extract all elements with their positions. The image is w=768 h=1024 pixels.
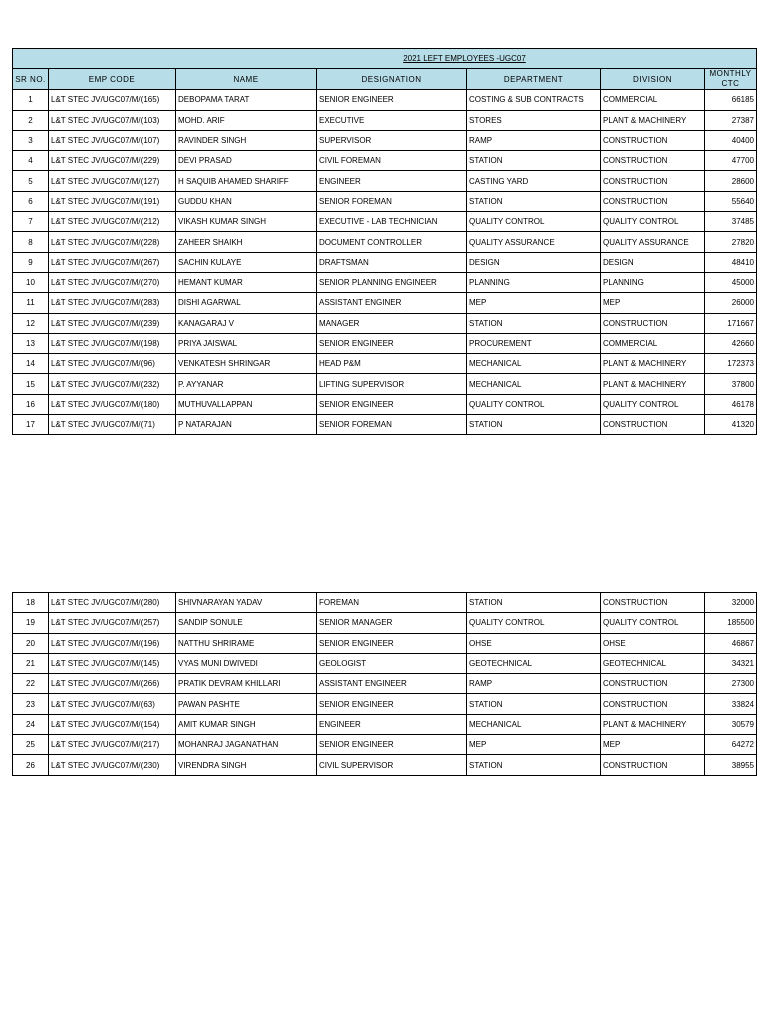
cell-emp-code: L&T STEC JV/UGC07/M/(145) — [49, 653, 176, 673]
cell-emp-code: L&T STEC JV/UGC07/M/(232) — [49, 374, 176, 394]
cell-division: QUALITY ASSURANCE — [601, 232, 705, 252]
cell-division: CONSTRUCTION — [601, 171, 705, 191]
cell-division: PLANT & MACHINERY — [601, 714, 705, 734]
cell-emp-code: L&T STEC JV/UGC07/M/(63) — [49, 694, 176, 714]
cell-designation: SENIOR ENGINEER — [317, 333, 467, 353]
cell-division: CONSTRUCTION — [601, 313, 705, 333]
cell-sr-no: 3 — [13, 130, 49, 150]
cell-emp-code: L&T STEC JV/UGC07/M/(71) — [49, 415, 176, 435]
table-body-bottom — [13, 593, 757, 776]
cell-emp-code: L&T STEC JV/UGC07/M/(217) — [49, 735, 176, 755]
cell-sr-no: 13 — [13, 333, 49, 353]
cell-designation: SENIOR ENGINEER — [317, 694, 467, 714]
cell-monthly-ctc: 26000 — [705, 293, 757, 313]
cell-department: QUALITY ASSURANCE — [467, 232, 601, 252]
cell-designation: SENIOR ENGINEER — [317, 633, 467, 653]
employee-table-bottom — [12, 592, 757, 776]
cell-department: QUALITY CONTROL — [467, 212, 601, 232]
cell-department: STATION — [467, 755, 601, 775]
cell-name: SHIVNARAYAN YADAV — [176, 593, 317, 613]
cell-division: PLANNING — [601, 272, 705, 292]
cell-designation: SENIOR MANAGER — [317, 613, 467, 633]
table-row — [13, 191, 757, 211]
cell-emp-code: L&T STEC JV/UGC07/M/(196) — [49, 633, 176, 653]
table-row — [13, 735, 757, 755]
cell-name: SACHIN KULAYE — [176, 252, 317, 272]
cell-department: MECHANICAL — [467, 354, 601, 374]
cell-monthly-ctc: 37485 — [705, 212, 757, 232]
cell-designation: MANAGER — [317, 313, 467, 333]
cell-division: PLANT & MACHINERY — [601, 110, 705, 130]
cell-designation: GEOLOGIST — [317, 653, 467, 673]
cell-division: CONSTRUCTION — [601, 694, 705, 714]
cell-sr-no: 15 — [13, 374, 49, 394]
cell-monthly-ctc: 47700 — [705, 151, 757, 171]
table-row — [13, 354, 757, 374]
cell-emp-code: L&T STEC JV/UGC07/M/(267) — [49, 252, 176, 272]
cell-emp-code: L&T STEC JV/UGC07/M/(270) — [49, 272, 176, 292]
table-row — [13, 171, 757, 191]
cell-monthly-ctc: 41320 — [705, 415, 757, 435]
cell-sr-no: 25 — [13, 735, 49, 755]
cell-sr-no: 16 — [13, 394, 49, 414]
cell-sr-no: 10 — [13, 272, 49, 292]
cell-emp-code: L&T STEC JV/UGC07/M/(154) — [49, 714, 176, 734]
cell-division: PLANT & MACHINERY — [601, 354, 705, 374]
cell-designation: EXECUTIVE — [317, 110, 467, 130]
table-row — [13, 633, 757, 653]
cell-emp-code: L&T STEC JV/UGC07/M/(266) — [49, 674, 176, 694]
cell-monthly-ctc: 48410 — [705, 252, 757, 272]
cell-name: HEMANT KUMAR — [176, 272, 317, 292]
table-row — [13, 755, 757, 775]
employee-table-top — [12, 48, 757, 435]
cell-department: STATION — [467, 151, 601, 171]
cell-emp-code: L&T STEC JV/UGC07/M/(165) — [49, 90, 176, 110]
cell-sr-no: 22 — [13, 674, 49, 694]
cell-name: MOHD. ARIF — [176, 110, 317, 130]
cell-monthly-ctc: 27387 — [705, 110, 757, 130]
cell-sr-no: 14 — [13, 354, 49, 374]
sheet-title — [13, 49, 757, 69]
cell-sr-no: 19 — [13, 613, 49, 633]
cell-emp-code: L&T STEC JV/UGC07/M/(229) — [49, 151, 176, 171]
cell-monthly-ctc: 38955 — [705, 755, 757, 775]
cell-sr-no: 7 — [13, 212, 49, 232]
cell-name: P NATARAJAN — [176, 415, 317, 435]
cell-division: CONSTRUCTION — [601, 191, 705, 211]
cell-sr-no: 8 — [13, 232, 49, 252]
header-division: DIVISION — [601, 69, 705, 90]
cell-department: PROCUREMENT — [467, 333, 601, 353]
table-row — [13, 232, 757, 252]
cell-emp-code: L&T STEC JV/UGC07/M/(127) — [49, 171, 176, 191]
cell-designation: ASSISTANT ENGINER — [317, 293, 467, 313]
cell-designation: SENIOR ENGINEER — [317, 735, 467, 755]
cell-division: DESIGN — [601, 252, 705, 272]
cell-name: VYAS MUNI DWIVEDI — [176, 653, 317, 673]
table-row — [13, 313, 757, 333]
cell-department: OHSE — [467, 633, 601, 653]
cell-monthly-ctc: 46178 — [705, 394, 757, 414]
cell-name: DISHI AGARWAL — [176, 293, 317, 313]
cell-department: STATION — [467, 191, 601, 211]
cell-monthly-ctc: 34321 — [705, 653, 757, 673]
cell-monthly-ctc: 55640 — [705, 191, 757, 211]
cell-sr-no: 6 — [13, 191, 49, 211]
cell-designation: SENIOR PLANNING ENGINEER — [317, 272, 467, 292]
table-row — [13, 674, 757, 694]
table-row — [13, 394, 757, 414]
cell-monthly-ctc: 33824 — [705, 694, 757, 714]
header-monthly-ctc: MONTHLY CTC — [705, 69, 757, 90]
cell-department: MECHANICAL — [467, 714, 601, 734]
cell-monthly-ctc: 66185 — [705, 90, 757, 110]
cell-monthly-ctc: 46867 — [705, 633, 757, 653]
cell-department: MEP — [467, 735, 601, 755]
cell-name: AMIT KUMAR SINGH — [176, 714, 317, 734]
cell-name: H SAQUIB AHAMED SHARIFF — [176, 171, 317, 191]
table-row — [13, 90, 757, 110]
cell-emp-code: L&T STEC JV/UGC07/M/(280) — [49, 593, 176, 613]
cell-division: CONSTRUCTION — [601, 593, 705, 613]
cell-department: QUALITY CONTROL — [467, 613, 601, 633]
cell-emp-code: L&T STEC JV/UGC07/M/(230) — [49, 755, 176, 775]
cell-sr-no: 5 — [13, 171, 49, 191]
cell-emp-code: L&T STEC JV/UGC07/M/(283) — [49, 293, 176, 313]
cell-designation: ENGINEER — [317, 171, 467, 191]
cell-monthly-ctc: 45000 — [705, 272, 757, 292]
cell-sr-no: 17 — [13, 415, 49, 435]
cell-designation: DRAFTSMAN — [317, 252, 467, 272]
cell-designation: DOCUMENT CONTROLLER — [317, 232, 467, 252]
cell-division: CONSTRUCTION — [601, 130, 705, 150]
cell-designation: SENIOR ENGINEER — [317, 90, 467, 110]
title-row — [13, 49, 757, 69]
cell-name: SANDIP SONULE — [176, 613, 317, 633]
cell-division: MEP — [601, 735, 705, 755]
table-row — [13, 333, 757, 353]
cell-name: KANAGARAJ V — [176, 313, 317, 333]
cell-department: RAMP — [467, 674, 601, 694]
cell-emp-code: L&T STEC JV/UGC07/M/(228) — [49, 232, 176, 252]
cell-designation: SENIOR FOREMAN — [317, 191, 467, 211]
cell-division: OHSE — [601, 633, 705, 653]
cell-department: RAMP — [467, 130, 601, 150]
cell-sr-no: 2 — [13, 110, 49, 130]
cell-emp-code: L&T STEC JV/UGC07/M/(198) — [49, 333, 176, 353]
cell-name: GUDDU KHAN — [176, 191, 317, 211]
cell-sr-no: 20 — [13, 633, 49, 653]
cell-department: CASTING YARD — [467, 171, 601, 191]
cell-division: COMMERCIAL — [601, 333, 705, 353]
cell-designation: CIVIL FOREMAN — [317, 151, 467, 171]
sheet-title-text: 2021 LEFT EMPLOYEES -UGC07 — [403, 54, 526, 64]
table-row — [13, 110, 757, 130]
table-row — [13, 252, 757, 272]
cell-department: DESIGN — [467, 252, 601, 272]
cell-department: STATION — [467, 694, 601, 714]
table-row — [13, 593, 757, 613]
cell-name: DEBOPAMA TARAT — [176, 90, 317, 110]
table-row — [13, 374, 757, 394]
cell-division: PLANT & MACHINERY — [601, 374, 705, 394]
cell-sr-no: 12 — [13, 313, 49, 333]
cell-department: GEOTECHNICAL — [467, 653, 601, 673]
cell-department: QUALITY CONTROL — [467, 394, 601, 414]
cell-division: QUALITY CONTROL — [601, 212, 705, 232]
cell-designation: EXECUTIVE - LAB TECHNICIAN — [317, 212, 467, 232]
cell-department: STATION — [467, 313, 601, 333]
cell-name: P. AYYANAR — [176, 374, 317, 394]
table-row — [13, 694, 757, 714]
cell-monthly-ctc: 27820 — [705, 232, 757, 252]
cell-name: MUTHUVALLAPPAN — [176, 394, 317, 414]
cell-name: ZAHEER SHAIKH — [176, 232, 317, 252]
cell-name: PAWAN PASHTE — [176, 694, 317, 714]
cell-department: STATION — [467, 415, 601, 435]
cell-sr-no: 4 — [13, 151, 49, 171]
table-row — [13, 130, 757, 150]
cell-emp-code: L&T STEC JV/UGC07/M/(239) — [49, 313, 176, 333]
table-row — [13, 272, 757, 292]
cell-emp-code: L&T STEC JV/UGC07/M/(257) — [49, 613, 176, 633]
cell-designation: ASSISTANT ENGINEER — [317, 674, 467, 694]
cell-division: CONSTRUCTION — [601, 674, 705, 694]
cell-emp-code: L&T STEC JV/UGC07/M/(103) — [49, 110, 176, 130]
cell-department: MECHANICAL — [467, 374, 601, 394]
table-row — [13, 293, 757, 313]
table-row — [13, 653, 757, 673]
cell-emp-code: L&T STEC JV/UGC07/M/(212) — [49, 212, 176, 232]
cell-designation: FOREMAN — [317, 593, 467, 613]
cell-emp-code: L&T STEC JV/UGC07/M/(180) — [49, 394, 176, 414]
cell-designation: ENGINEER — [317, 714, 467, 734]
cell-emp-code: L&T STEC JV/UGC07/M/(191) — [49, 191, 176, 211]
cell-sr-no: 11 — [13, 293, 49, 313]
cell-division: MEP — [601, 293, 705, 313]
cell-name: PRATIK DEVRAM KHILLARI — [176, 674, 317, 694]
cell-sr-no: 18 — [13, 593, 49, 613]
header-sr-no: SR NO. — [13, 69, 49, 90]
cell-name: VENKATESH SHRINGAR — [176, 354, 317, 374]
cell-monthly-ctc: 42660 — [705, 333, 757, 353]
table-row — [13, 415, 757, 435]
cell-sr-no: 9 — [13, 252, 49, 272]
cell-division: QUALITY CONTROL — [601, 394, 705, 414]
cell-department: STATION — [467, 593, 601, 613]
header-department: DEPARTMENT — [467, 69, 601, 90]
cell-designation: CIVIL SUPERVISOR — [317, 755, 467, 775]
cell-designation: SENIOR FOREMAN — [317, 415, 467, 435]
table-row — [13, 613, 757, 633]
cell-sr-no: 23 — [13, 694, 49, 714]
cell-designation: HEAD P&M — [317, 354, 467, 374]
cell-monthly-ctc: 28600 — [705, 171, 757, 191]
cell-designation: LIFTING SUPERVISOR — [317, 374, 467, 394]
cell-monthly-ctc: 171667 — [705, 313, 757, 333]
cell-department: PLANNING — [467, 272, 601, 292]
cell-name: MOHANRAJ JAGANATHAN — [176, 735, 317, 755]
cell-sr-no: 21 — [13, 653, 49, 673]
cell-division: CONSTRUCTION — [601, 151, 705, 171]
cell-name: VIRENDRA SINGH — [176, 755, 317, 775]
cell-emp-code: L&T STEC JV/UGC07/M/(107) — [49, 130, 176, 150]
table-row — [13, 714, 757, 734]
cell-name: NATTHU SHRIRAME — [176, 633, 317, 653]
cell-monthly-ctc: 172373 — [705, 354, 757, 374]
cell-monthly-ctc: 37800 — [705, 374, 757, 394]
cell-name: RAVINDER SINGH — [176, 130, 317, 150]
cell-monthly-ctc: 40400 — [705, 130, 757, 150]
cell-sr-no: 26 — [13, 755, 49, 775]
cell-division: CONSTRUCTION — [601, 415, 705, 435]
cell-department: COSTING & SUB CONTRACTS — [467, 90, 601, 110]
header-designation: DESIGNATION — [317, 69, 467, 90]
table-row — [13, 212, 757, 232]
cell-monthly-ctc: 27300 — [705, 674, 757, 694]
cell-designation: SENIOR ENGINEER — [317, 394, 467, 414]
table-body-top — [13, 90, 757, 435]
table-row — [13, 151, 757, 171]
cell-division: QUALITY CONTROL — [601, 613, 705, 633]
header-name: NAME — [176, 69, 317, 90]
cell-division: COMMERCIAL — [601, 90, 705, 110]
cell-name: DEVI PRASAD — [176, 151, 317, 171]
cell-name: PRIYA JAISWAL — [176, 333, 317, 353]
cell-emp-code: L&T STEC JV/UGC07/M/(96) — [49, 354, 176, 374]
cell-monthly-ctc: 30579 — [705, 714, 757, 734]
cell-sr-no: 24 — [13, 714, 49, 734]
cell-monthly-ctc: 64272 — [705, 735, 757, 755]
cell-name: VIKASH KUMAR SINGH — [176, 212, 317, 232]
header-emp-code: EMP CODE — [49, 69, 176, 90]
cell-division: CONSTRUCTION — [601, 755, 705, 775]
header-row — [13, 69, 757, 90]
cell-designation: SUPERVISOR — [317, 130, 467, 150]
cell-division: GEOTECHNICAL — [601, 653, 705, 673]
cell-department: MEP — [467, 293, 601, 313]
cell-sr-no: 1 — [13, 90, 49, 110]
cell-department: STORES — [467, 110, 601, 130]
cell-monthly-ctc: 185500 — [705, 613, 757, 633]
cell-monthly-ctc: 32000 — [705, 593, 757, 613]
